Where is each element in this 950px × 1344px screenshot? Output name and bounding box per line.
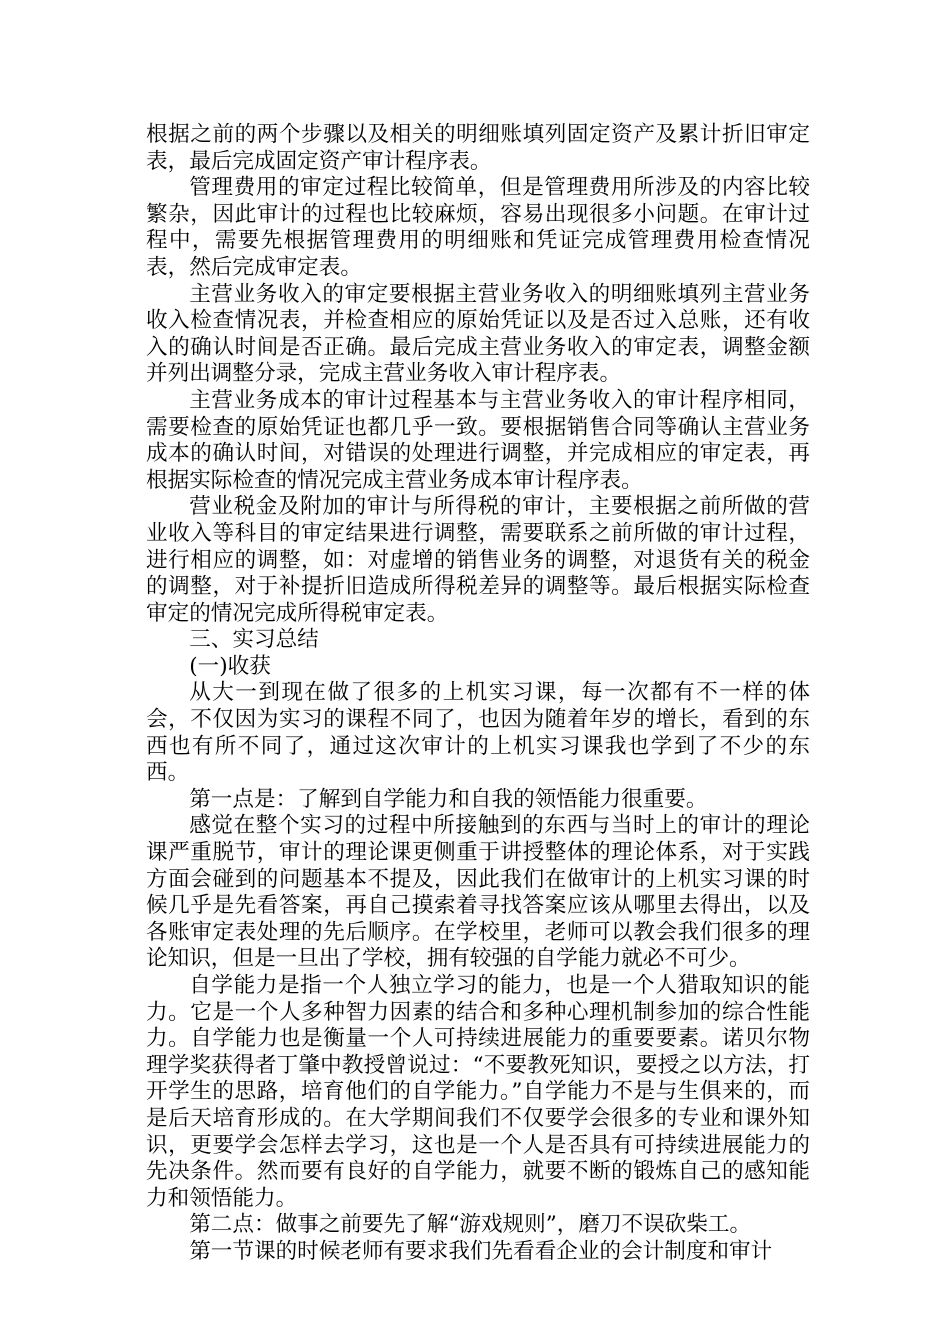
paragraph-point-two: 第二点：做事之前要先了解“游戏规则”，磨刀不误砍柴工。 bbox=[189, 1212, 752, 1238]
paragraph-taxes: 营业税金及附加的审计与所得税的审计，主要根据之前所做的营业收入等科目的审定结果进行调整，需要联系之前所做的审计过程，进行相应的调整，如：对虚增的销售业务的调整，对退货有关的税金的调整，对于补提折旧造成所得税差异的调整等。最后根据实际检查审定的情况完成所得税审定表。 bbox=[146, 494, 810, 626]
paragraph-theory-practice-gap: 感觉在整个实习的过程中所接触到的东西与当时上的审计的理论课严重脱节，审计的理论课更侧重于讲授整体的理论体系，对于实践方面会碰到的问题基本不提及，因此我们在做审计的上机实习课的时候几乎是先看答案，再自己摸索着寻找答案应该从哪里去得出，以及各账审定表处理的先后顺序。在学校里，老师可以教会我们很多的理论知识，但是一旦出了学校，拥有较强的自学能力就必不可少。 bbox=[146, 813, 810, 972]
paragraph-fixed-assets-conclusion: 根据之前的两个步骤以及相关的明细账填列固定资产及累计折旧审定表，最后完成固定资产审计程序表。 bbox=[146, 122, 810, 174]
paragraph-management-expenses: 管理费用的审定过程比较简单，但是管理费用所涉及的内容比较繁杂，因此审计的过程也比较麻烦，容易出现很多小问题。在审计过程中，需要先根据管理费用的明细账和凭证完成管理费用检查情况表，然后完成审定表。 bbox=[146, 175, 810, 280]
paragraph-gains-intro: 从大一到现在做了很多的上机实习课，每一次都有不一样的体会，不仅因为实习的课程不同了，也因为随着年岁的增长，看到的东西也有所不同了，通过这次审计的上机实习课我也学到了不少的东西。 bbox=[146, 680, 810, 786]
paragraph-point-one: 第一点是：了解到自学能力和自我的领悟能力很重要。 bbox=[189, 786, 708, 812]
paragraph-first-class: 第一节课的时候老师有要求我们先看看企业的会计制度和审计 bbox=[189, 1238, 773, 1264]
paragraph-main-business-revenue: 主营业务收入的审定要根据主营业务收入的明细账填列主营业务收入检查情况表，并检查相应的原始凭证以及是否过入总账，还有收入的确认时间是否正确。最后完成主营业务收入的审定表，调整金额并列出调整分录，完成主营业务收入审计程序表。 bbox=[146, 281, 810, 387]
document-page bbox=[146, 122, 810, 1266]
paragraph-main-business-cost: 主营业务成本的审计过程基本与主营业务收入的审计程序相同，需要检查的原始凭证也都几乎一致。要根据销售合同等确认主营业务成本的确认时间，对错误的处理进行调整，并完成相应的审定表，再根据实际检查的情况完成主营业务成本审计程序表。 bbox=[146, 387, 810, 493]
subsection-heading-gains: (一)收获 bbox=[189, 653, 271, 679]
paragraph-self-learning: 自学能力是指一个人独立学习的能力，也是一个人猎取知识的能力。它是一个人多种智力因素的结合和多种心理机制参加的综合性能力。自学能力也是衡量一个人可持续进展能力的重要要素。诺贝尔物理学奖获得者丁肇中教授曾说过：“不要教死知识，要授之以方法，打开学生的思路，培育他们的自学能力。”自学能力不是与生俱来的，而是后天培育形成的。在大学期间我们不仅要学会很多的专业和课外知识，更要学会怎样去学习，这也是一个人是否具有可持续进展能力的先决条件。然而要有良好的自学能力，就要不断的锻炼自己的感知能力和领悟能力。 bbox=[146, 973, 810, 1211]
section-heading-internship-summary: 三、实习总结 bbox=[189, 627, 319, 653]
